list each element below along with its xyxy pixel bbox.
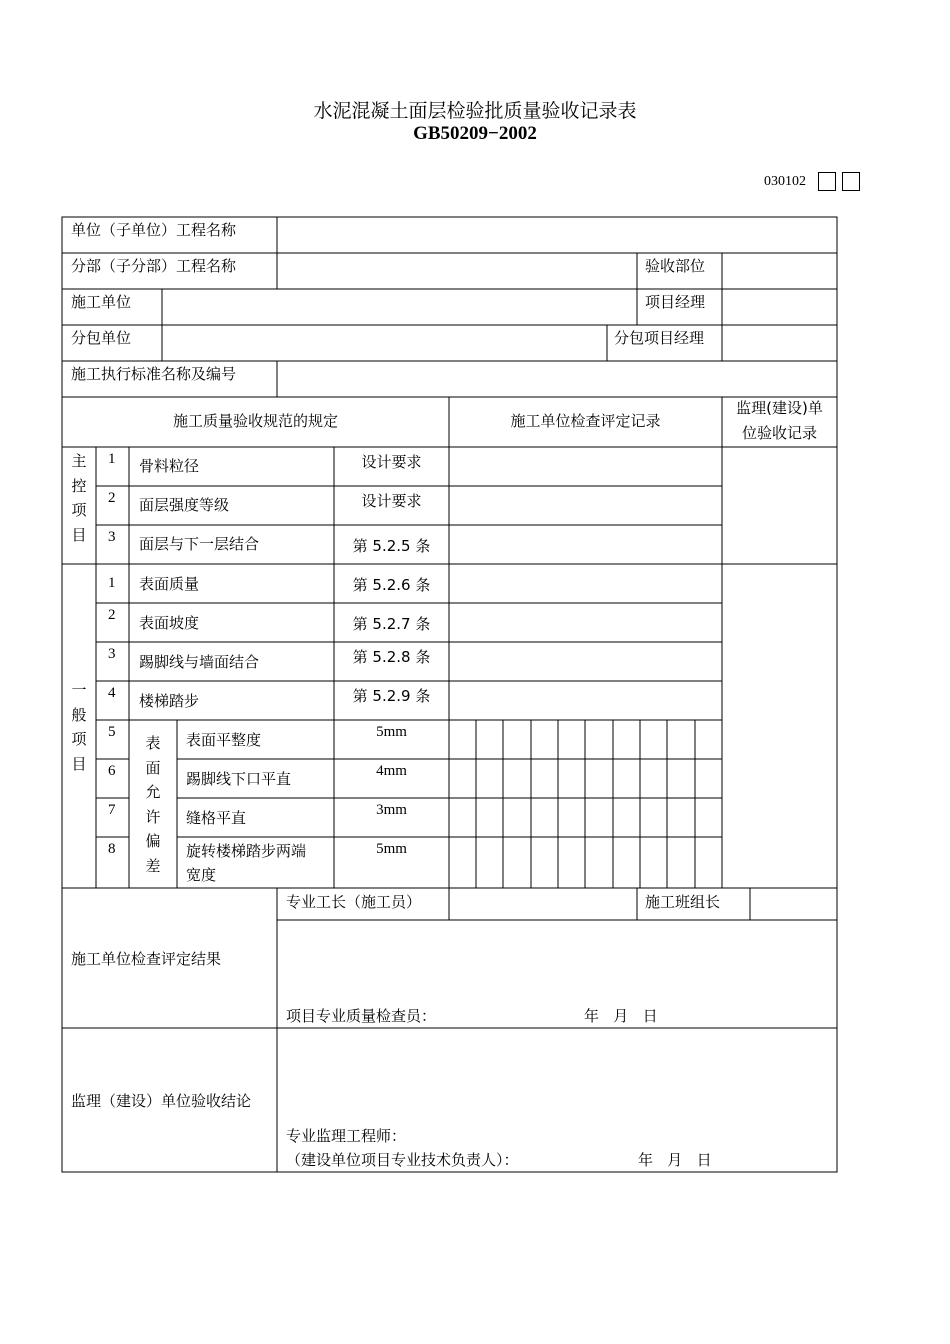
main-row-3-name: 面层与下一层结合 (139, 535, 260, 553)
general-row-3-no: 3 (108, 646, 116, 662)
deviation-row-7-name: 缝格平直 (186, 809, 247, 827)
label-unit-project-name: 单位（子单位）工程名称 (71, 221, 237, 239)
general-row-2-no: 2 (108, 607, 116, 623)
main-row-1-name: 骨料粒径 (139, 457, 200, 475)
general-items-label: 一般项目 (71, 681, 87, 773)
label-sub-project-name: 分部（子分部）工程名称 (71, 257, 237, 275)
deviation-row-8-no: 8 (108, 841, 116, 857)
deviation-row-8-req: 5mm (376, 841, 407, 857)
deviation-row-5-name: 表面平整度 (186, 731, 262, 749)
label-acceptance-part: 验收部位 (645, 257, 706, 275)
foreman-field[interactable] (450, 889, 636, 919)
label-supervisor: 专业监理工程师： (286, 1127, 407, 1145)
standard-code: GB50209−2002 (413, 123, 537, 144)
main-row-2-name: 面层强度等级 (139, 496, 230, 514)
deviation-row-5-req: 5mm (376, 724, 407, 740)
construction-unit-field[interactable] (163, 290, 636, 324)
label-check-result: 施工单位检查评定结果 (71, 950, 222, 968)
supervision-conclusion-area[interactable] (278, 1029, 836, 1121)
general-row-3-req: 第 5.2.8 条 (352, 648, 431, 666)
general-items-supervision-area[interactable] (723, 565, 836, 887)
heading-check-record: 施工单位检查评定记录 (510, 412, 661, 430)
general-row-1-req: 第 5.2.6 条 (352, 576, 431, 594)
deviation-row-6-name: 踢脚线下口平直 (186, 770, 292, 788)
label-owner-rep: （建设单位项目专业技术负责人）： (286, 1151, 519, 1169)
label-subcontract-manager: 分包项目经理 (614, 329, 705, 347)
deviation-row-7-req: 3mm (376, 802, 407, 818)
project-manager-field[interactable] (723, 290, 836, 324)
page-title: 水泥混凝土面层检验批质量验收记录表 (313, 100, 637, 122)
main-row-1-req: 设计要求 (361, 453, 422, 471)
main-row-2-req: 设计要求 (361, 492, 422, 510)
deviation-row-7-no: 7 (108, 802, 116, 818)
label-quality-inspector: 项目专业质量检查员： (286, 1007, 437, 1025)
form-code: 030102 (764, 174, 806, 189)
main-items-label: 主控项目 (71, 452, 87, 544)
main-row-1-no: 1 (108, 451, 116, 467)
check-result-area[interactable] (278, 921, 836, 1001)
label-construction-unit: 施工单位 (71, 293, 132, 311)
main-row-3-no: 3 (108, 529, 116, 545)
general-row-4-req: 第 5.2.9 条 (352, 687, 431, 705)
general-row-1-name: 表面质量 (139, 575, 200, 593)
subcontract-manager-field[interactable] (723, 326, 836, 360)
deviation-measurement-grid[interactable] (450, 721, 721, 887)
unit-project-name-field[interactable] (278, 218, 836, 252)
label-team-leader: 施工班组长 (645, 893, 721, 911)
label-project-manager: 项目经理 (645, 293, 706, 311)
general-row-3-name: 踢脚线与墙面结合 (139, 653, 260, 671)
general-items-check-area[interactable] (450, 565, 721, 719)
main-items-check-area[interactable] (450, 448, 721, 563)
sub-project-name-field[interactable] (278, 254, 636, 288)
general-row-2-name: 表面坡度 (139, 614, 200, 632)
general-row-4-name: 楼梯踏步 (139, 692, 200, 710)
general-row-2-req: 第 5.2.7 条 (352, 615, 431, 633)
general-row-1-no: 1 (108, 575, 116, 591)
label-supervision-conclusion: 监理（建设）单位验收结论 (71, 1092, 252, 1110)
date-check-result: 年 月 日 (584, 1007, 658, 1025)
main-row-3-req: 第 5.2.5 条 (352, 537, 431, 555)
standard-name-field[interactable] (278, 362, 836, 396)
deviation-row-6-no: 6 (108, 763, 116, 779)
deviation-row-8-name-2: 宽度 (186, 866, 217, 884)
deviation-label: 表面允许偏差 (145, 734, 161, 875)
label-standard-name: 施工执行标准名称及编号 (71, 365, 237, 383)
heading-supervision-record-2: 位验收记录 (741, 424, 817, 442)
date-supervision: 年 月 日 (638, 1151, 712, 1169)
main-row-2-no: 2 (108, 490, 116, 506)
team-leader-field[interactable] (751, 889, 836, 919)
deviation-row-6-req: 4mm (376, 763, 407, 779)
heading-supervision-record-1: 监理(建设)单 (736, 399, 823, 417)
subcontract-unit-field[interactable] (163, 326, 606, 360)
deviation-row-8-name-1: 旋转楼梯踏步两端 (186, 842, 307, 860)
label-subcontract-unit: 分包单位 (71, 329, 132, 347)
general-row-4-no: 4 (108, 685, 116, 701)
deviation-row-5-no: 5 (108, 724, 116, 740)
acceptance-part-field[interactable] (723, 254, 836, 288)
heading-spec: 施工质量验收规范的规定 (172, 412, 338, 430)
label-foreman: 专业工长（施工员） (286, 893, 422, 911)
main-items-supervision-area[interactable] (723, 448, 836, 563)
